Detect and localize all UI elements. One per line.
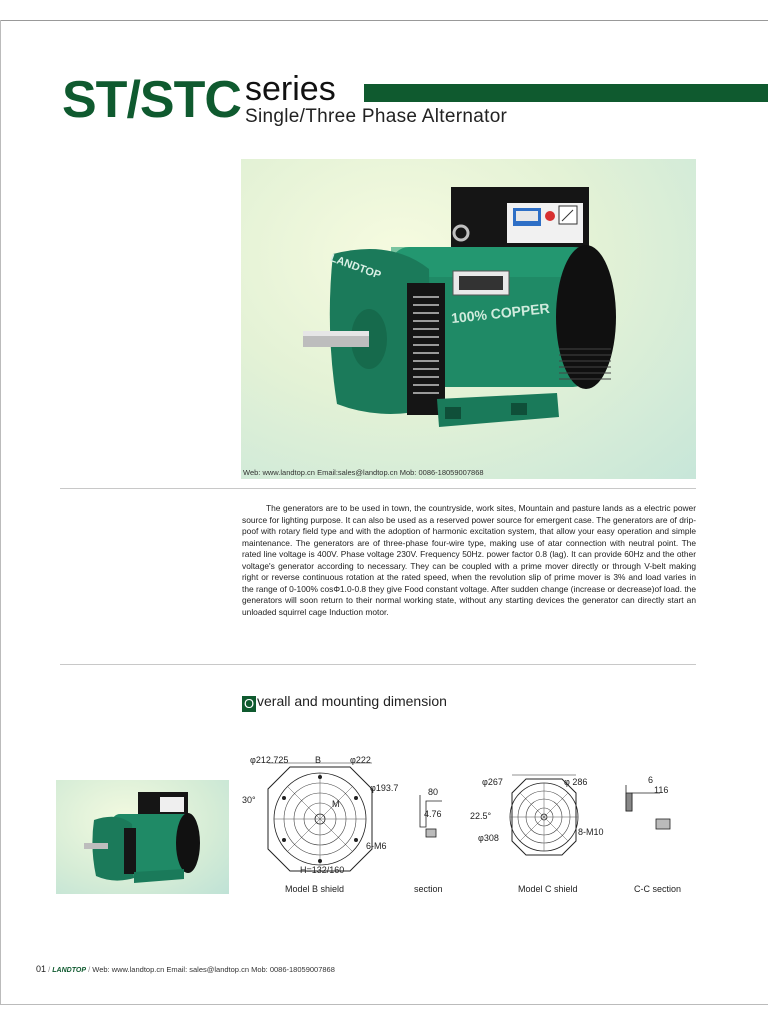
product-photo [241,159,696,479]
series-word: series [245,70,336,108]
b-dim-d1: φ212.725 [250,755,289,765]
dimension-drawings [230,745,700,905]
copper-stamp: 100% COPPER [450,299,551,327]
caption-cc-section: C-C section [634,884,682,894]
subtitle: Single/Three Phase Alternator [245,106,508,127]
b-section-w: 80 [428,787,439,797]
b-dim-d2: φ222 [350,755,371,765]
b-dim-m: M [332,799,340,809]
caption-model-b-shield: Model B shield [285,884,345,894]
cc-section-a: 6 [648,775,654,785]
c-dim-d3: φ308 [478,833,499,843]
page-footer: 01 / LANDTOP / Web: www.landtop.cn Email: sales@landtop.cn Mob: 0086-18059007868 [36,964,335,974]
hero-caption: Web: www.landtop.cn Email:sales@landtop.cn Mob: 0086-18059007868 [243,468,484,477]
b-dim-angle: 30° [242,795,256,805]
b-dim-d3: φ193.7 [370,783,399,793]
section-heading-text: verall and mounting dimension [257,693,447,709]
c-dim-d2: φ 286 [564,777,588,787]
model-c-shield-drawing [510,775,578,855]
description-paragraph: The generators are to be used in town, the countryside, work sites, Mountain and pasture lands as a electric power source for lighting purpose. It can also be used as a reserved power source for emergent case. The generators are of drip-poof with rotary field type and with the adoption of harmonic excitation system, that allow your easy operation and simple maintenance. The generators are of three-phase four-wire type, making use of atar connection with neutral point. The rated line voltage is 400V. Phase voltage 230V. Frequency 50Hz. power factor 0.8 (lag). It can provide 60Hz and the other voltage's generator according to necessary. They can be coupled with a prime mover directly or through V-belt making right or reverse continuous rotation at the rated speed, when the revolution slip of prime mover is 3% and load varies in the range of 0-100% cosΦ1.0-0.8 they give Food constant voltage. After sudden change (increase or decrease)of load. the generators will soon return to their normal working state, without any starting devices the generator can directly start an unloaded squirrel cage Induction motor. [242,503,696,617]
title-bar [364,84,768,102]
b-dim-b: B [315,755,322,765]
page-border-left [0,20,1,1005]
section-heading [242,693,447,712]
page-border-bottom [0,1004,768,1005]
brand-stamp: LANDTOP [328,252,383,282]
b-dim-h: H=132/160 [300,865,345,875]
footer-contact: Web: www.landtop.cn Email: sales@landtop.cn Mob: 0086-18059007868 [92,965,335,974]
divider [60,664,696,665]
footer-brand: LANDTOP [52,967,86,974]
section-initial: O [243,696,255,711]
model-b-shield-drawing [268,763,372,871]
cc-section-b: 116 [654,785,669,795]
c-dim-angle: 22.5° [470,811,492,821]
caption-model-c-shield: Model C shield [518,884,578,894]
b-section-t: 4.76 [424,809,442,819]
page-border-top [0,20,768,21]
b-dim-holes: 6-M6 [366,841,387,851]
c-dim-holes: 8-M10 [578,827,604,837]
divider [60,488,696,489]
model-title: ST/STC [62,71,241,129]
caption-section: section [414,884,443,894]
product-thumbnail [56,780,229,894]
page-number: 01 [36,964,47,974]
c-dim-d1: φ267 [482,777,503,787]
